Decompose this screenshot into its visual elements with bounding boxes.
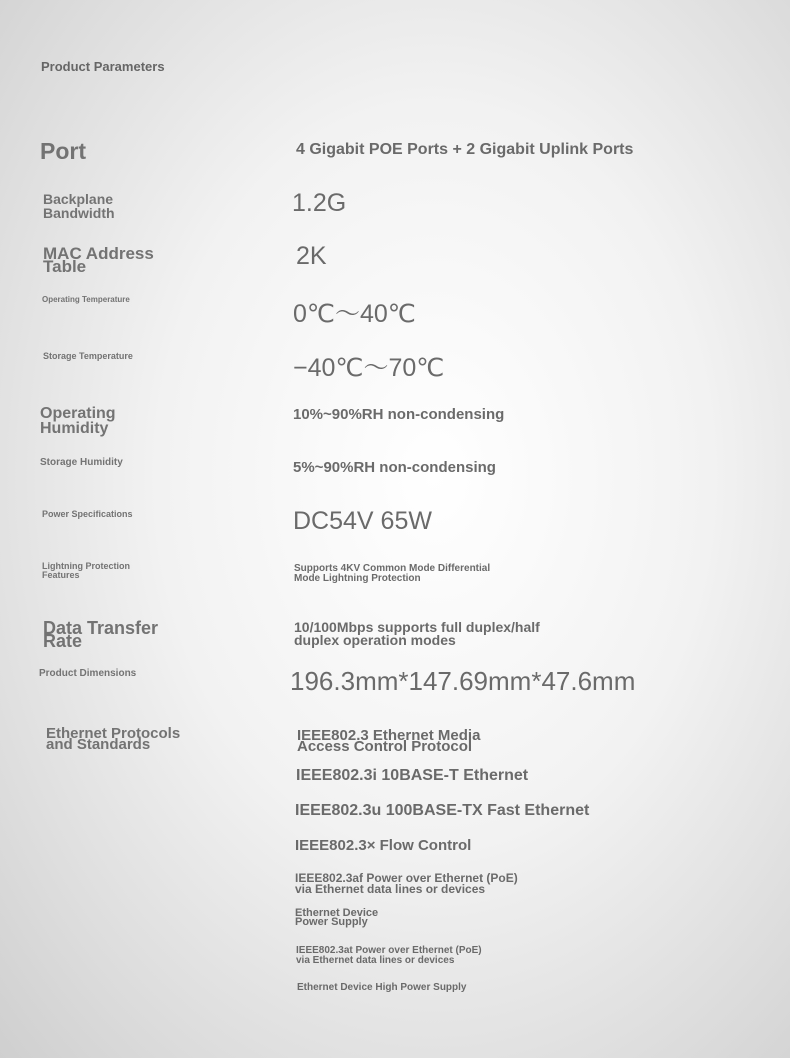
value-mac: 2K xyxy=(296,242,327,270)
value-lightning: Supports 4KV Common Mode Differential Mode Lightning Protection xyxy=(294,563,491,584)
protocol-item: IEEE802.3i 10BASE-T Ethernet xyxy=(296,767,529,784)
label-dims: Product Dimensions xyxy=(39,668,137,679)
protocol-item: Ethernet Device Power Supply xyxy=(295,907,379,928)
value-st-temp: −40℃～70℃ xyxy=(293,354,445,382)
label-op-hum: Operating Humidity xyxy=(40,405,116,437)
label-mac: MAC Address Table xyxy=(43,244,154,276)
label-protocols: Ethernet Protocols and Standards xyxy=(46,725,181,753)
label-lightning: Lightning Protection Features xyxy=(42,561,130,580)
value-port: 4 Gigabit POE Ports + 2 Gigabit Uplink Ports xyxy=(296,141,634,158)
protocol-item: IEEE802.3u 100BASE-TX Fast Ethernet xyxy=(295,802,590,819)
label-backplane: Backplane Bandwidth xyxy=(43,191,115,221)
protocol-item: IEEE802.3 Ethernet Media Access Control Protocol xyxy=(297,727,481,755)
page-title: Product Parameters xyxy=(41,59,165,74)
value-op-temp: 0℃～40℃ xyxy=(293,300,416,328)
protocol-item: IEEE802.3× Flow Control xyxy=(295,837,472,854)
label-power: Power Specifications xyxy=(42,509,133,519)
value-dims: 196.3mm*147.69mm*47.6mm xyxy=(290,666,636,696)
value-st-hum: 5%~90%RH non-condensing xyxy=(293,459,496,476)
label-st-temp: Storage Temperature xyxy=(43,351,133,361)
value-power: DC54V 65W xyxy=(293,507,432,535)
value-rate: 10/100Mbps supports full duplex/half duplex operation modes xyxy=(294,619,540,648)
label-op-temp: Operating Temperature xyxy=(42,295,130,304)
value-backplane: 1.2G xyxy=(292,189,347,217)
label-st-hum: Storage Humidity xyxy=(40,457,123,468)
protocol-item: Ethernet Device High Power Supply xyxy=(297,982,467,993)
protocol-item: IEEE802.3at Power over Ethernet (PoE) via Ethernet data lines or devices xyxy=(296,945,482,966)
label-rate: Data Transfer Rate xyxy=(43,618,159,651)
value-op-hum: 10%~90%RH non-condensing xyxy=(293,406,505,423)
protocol-item: IEEE802.3af Power over Ethernet (PoE) via Ethernet data lines or devices xyxy=(295,871,518,896)
label-port: Port xyxy=(40,138,86,164)
